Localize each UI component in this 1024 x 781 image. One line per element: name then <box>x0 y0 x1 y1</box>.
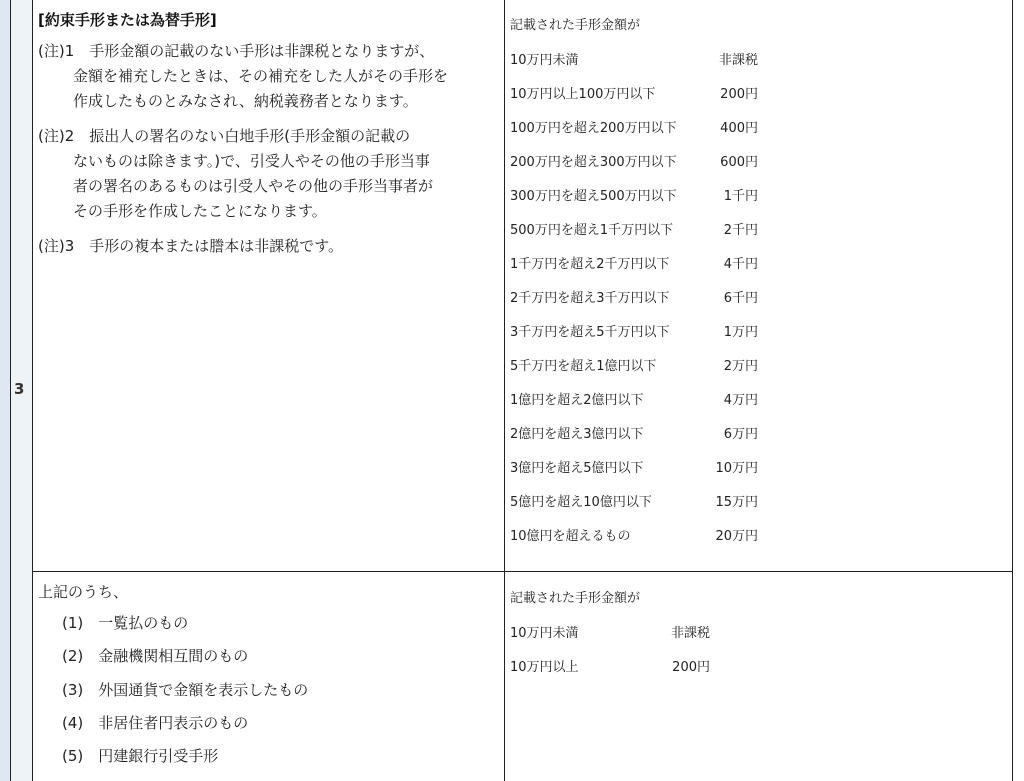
amount-tax: 2万円 <box>723 359 758 374</box>
amount-tax: 1万円 <box>723 325 758 340</box>
note-line: 作成したものとみなされ、納税義務者となります。 <box>73 92 418 110</box>
amount-range: 500万円を超え1千万円以下 <box>510 223 674 238</box>
amount-range: 200万円を超え300万円以下 <box>510 155 677 170</box>
amount-tax: 400円 <box>720 121 758 136</box>
note-line: 金額を補充したときは、その補充をした人がその手形を <box>73 67 449 85</box>
list-item: (4) 非居住者円表示のもの <box>62 714 249 732</box>
border-number <box>32 0 33 781</box>
note-line: その手形を作成したことになります。 <box>73 202 327 220</box>
amount-tax: 4万円 <box>723 393 758 408</box>
amount-range: 3千万円を超え5千万円以下 <box>510 325 670 340</box>
amount-tax: 6万円 <box>723 427 758 442</box>
row-number: 3 <box>14 380 25 398</box>
amount-range: 100万円を超え200万円以下 <box>510 121 677 136</box>
amount-range: 10万円未満 <box>510 626 579 641</box>
amount-tax: 20万円 <box>715 529 758 544</box>
note-line: (注)1 手形金額の記載のない手形は非課税となりますが、 <box>38 42 435 60</box>
amount-tax: 非課税 <box>670 626 710 641</box>
amount-range: 5千万円を超え1億円以下 <box>510 359 657 374</box>
amount-tax: 6千円 <box>723 291 758 306</box>
note-line: ないものは除きます。)で、引受人やその他の手形当事 <box>73 152 430 170</box>
amount-range: 1千万円を超え2千万円以下 <box>510 257 670 272</box>
amount-tax: 2千円 <box>723 223 758 238</box>
amount-range: 10万円以上100万円以下 <box>510 87 656 102</box>
note-line: (注)3 手形の複本または謄本は非課税です。 <box>38 237 344 255</box>
amount-range: 5億円を超え10億円以下 <box>510 495 652 510</box>
amount-range: 2千万円を超え3千万円以下 <box>510 291 670 306</box>
list-item: (5) 円建銀行引受手形 <box>62 747 219 765</box>
amount-range: 10億円を超えるもの <box>510 529 631 544</box>
border-left <box>10 0 11 781</box>
upper-title: [約束手形または為替手形] <box>38 11 217 29</box>
note-line: 者の署名のあるものは引受人やその他の手形当事者が <box>73 177 434 195</box>
amount-tax: 15万円 <box>715 495 758 510</box>
list-item: (3) 外国通貨で金額を表示したもの <box>62 681 309 699</box>
amount-tax: 200円 <box>672 660 710 675</box>
amount-tax: 4千円 <box>723 257 758 272</box>
border-right <box>1012 0 1013 781</box>
row-divider <box>32 571 1013 572</box>
amount-header: 記載された手形金額が <box>510 18 641 33</box>
amount-tax: 200円 <box>720 87 758 102</box>
amount-range: 1億円を超え2億円以下 <box>510 393 644 408</box>
amount-header: 記載された手形金額が <box>510 591 641 606</box>
amount-tax: 600円 <box>720 155 758 170</box>
amount-tax: 非課税 <box>718 53 758 68</box>
amount-range: 2億円を超え3億円以下 <box>510 427 644 442</box>
amount-range: 3億円を超え5億円以下 <box>510 461 644 476</box>
amount-tax: 1千円 <box>723 189 758 204</box>
amount-tax: 10万円 <box>715 461 758 476</box>
amount-range: 10万円以上 <box>510 660 579 675</box>
note-line: (注)2 振出人の署名のない白地手形(手形金額の記載の <box>38 127 411 145</box>
list-item: (1) 一覧払のもの <box>62 614 189 632</box>
left-strip <box>0 0 10 781</box>
amount-range: 300万円を超え500万円以下 <box>510 189 677 204</box>
list-item: (2) 金融機関相互間のもの <box>62 647 249 665</box>
lower-intro: 上記のうち、 <box>38 583 129 601</box>
amount-range: 10万円未満 <box>510 53 579 68</box>
border-middle <box>504 0 505 781</box>
